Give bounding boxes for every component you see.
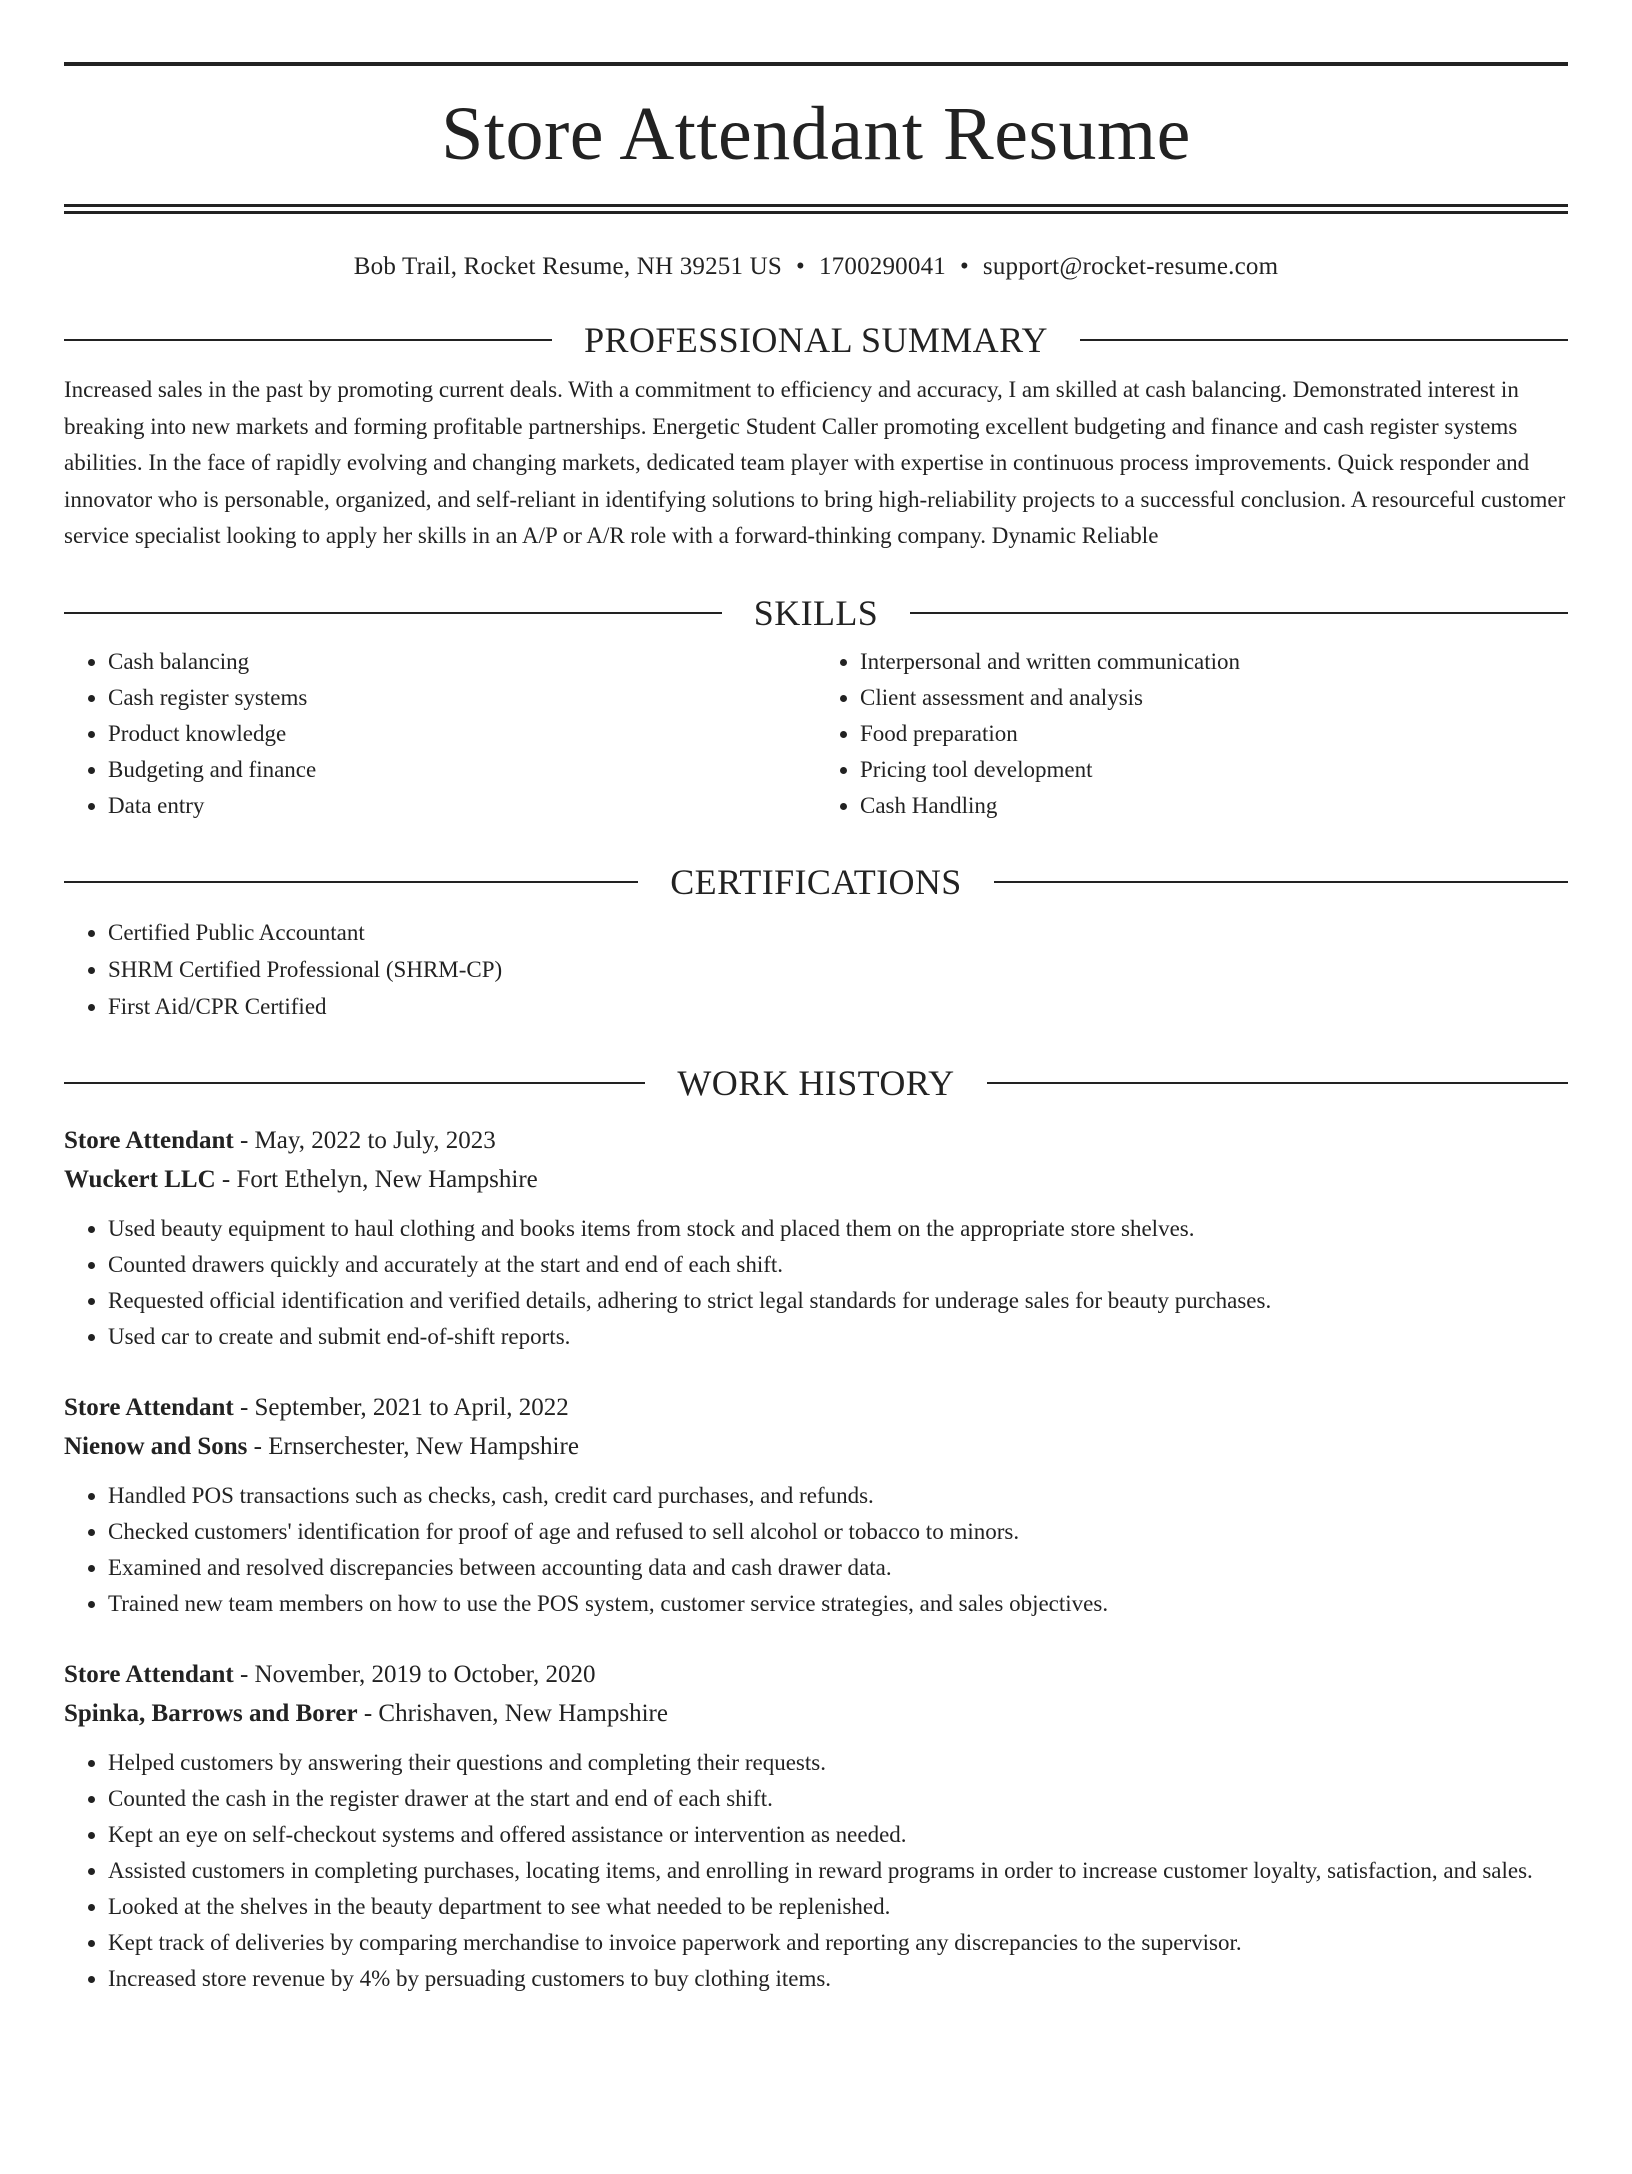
- title-double-rule: [64, 204, 1568, 214]
- contact-separator: •: [959, 253, 969, 280]
- job-bullet: • Requested official identification and verified details, adhering to strict legal standards for underage sales for beauty purchases.: [108, 1283, 1568, 1319]
- job-company: Nienow and Sons: [64, 1432, 248, 1460]
- skill-item: • Client assessment and analysis: [860, 680, 1568, 716]
- job-bullet: • Assisted customers in completing purchases, locating items, and enrolling in reward programs in order to increase customer loyalty, satisfaction, and sales.: [108, 1853, 1568, 1889]
- summary-text: Increased sales in the past by promoting current deals. With a commitment to efficiency and accuracy, I am skilled at cash balancing. Demonstrated interest in breaking into new markets and forming profitable partnerships. Energetic Student Caller promoting excellent budgeting and finance and cash register systems abilities. In the face of rapidly evolving and changing markets, dedicated team player with expertise in continuous process improvements. Quick responder and innovator who is personable, organized, and self-reliant in identifying solutions to bring high-reliability projects to a successful conclusion. A resourceful customer service specialist looking to apply her skills in an A/P or A/R role with a forward-thinking company. Dynamic Reliable: [64, 377, 1566, 548]
- job-bullet: • Handled POS transactions such as checks, cash, credit card purchases, and refunds.: [108, 1478, 1568, 1514]
- job-title: Store Attendant: [64, 1393, 234, 1421]
- skill-item: • Interpersonal and written communication: [860, 644, 1568, 680]
- work-history-heading: WORK HISTORY: [677, 1062, 955, 1103]
- skill-item: • Cash balancing: [108, 644, 816, 680]
- job-dates: - November, 2019 to October, 2020: [233, 1660, 596, 1688]
- job-bullets: [64, 1478, 1568, 1622]
- skills-grid: [64, 644, 1568, 824]
- job-company: Wuckert LLC: [64, 1165, 216, 1193]
- job-location: - Chrishaven, New Hampshire: [357, 1699, 668, 1727]
- job-bullet: • Used beauty equipment to haul clothing and books items from stock and placed them on the appropriate store shelves.: [108, 1211, 1568, 1247]
- section-rule-right: [987, 1082, 1568, 1084]
- skill-item: • Data entry: [108, 788, 816, 824]
- resume-page: [0, 62, 1632, 2174]
- certifications-section-header: [64, 862, 1568, 902]
- certification-item: • Certified Public Accountant: [108, 914, 1568, 951]
- contact-phone: 1700290041: [818, 253, 946, 280]
- skills-list-right: [816, 644, 1568, 824]
- job-entry: [64, 1121, 1568, 1355]
- work-history-section-header: [64, 1063, 1568, 1103]
- certifications-list: [64, 914, 1568, 1025]
- job-title: Store Attendant: [64, 1126, 234, 1154]
- skill-item: • Product knowledge: [108, 716, 816, 752]
- section-rule-left: [64, 1082, 645, 1084]
- job-bullet: • Examined and resolved discrepancies between accounting data and cash drawer data.: [108, 1550, 1568, 1586]
- skills-section-header: [64, 593, 1568, 633]
- skill-item: • Cash register systems: [108, 680, 816, 716]
- job-location: - Ernserchester, New Hampshire: [247, 1432, 579, 1460]
- skill-item: • Cash Handling: [860, 788, 1568, 824]
- job-bullet: • Counted drawers quickly and accurately at the start and end of each shift.: [108, 1247, 1568, 1283]
- section-rule-right: [994, 881, 1568, 883]
- summary-heading: PROFESSIONAL SUMMARY: [584, 320, 1048, 360]
- section-rule-left: [64, 612, 722, 614]
- contact-address: Bob Trail, Rocket Resume, NH 39251 US: [353, 253, 783, 280]
- job-bullets: [64, 1745, 1568, 1997]
- certification-item: • SHRM Certified Professional (SHRM-CP): [108, 951, 1568, 988]
- certifications-heading: CERTIFICATIONS: [670, 861, 962, 902]
- certification-item: • First Aid/CPR Certified: [108, 988, 1568, 1025]
- job-bullet: • Counted the cash in the register drawer at the start and end of each shift.: [108, 1781, 1568, 1817]
- job-bullet: • Looked at the shelves in the beauty department to see what needed to be replenished.: [108, 1889, 1568, 1925]
- contact-email: support@rocket-resume.com: [982, 253, 1279, 280]
- job-entry: [64, 1388, 1568, 1622]
- job-company: Spinka, Barrows and Borer: [64, 1699, 358, 1727]
- contact-line: [64, 252, 1568, 282]
- job-dates: - September, 2021 to April, 2022: [233, 1393, 569, 1421]
- summary-section-header: [64, 320, 1568, 360]
- job-title-line: [64, 1655, 1568, 1694]
- job-title-line: [64, 1388, 1568, 1427]
- job-title-line: [64, 1121, 1568, 1160]
- contact-separator: •: [796, 253, 805, 280]
- job-bullet: • Kept track of deliveries by comparing merchandise to invoice paperwork and reporting any discrepancies to the supervisor.: [108, 1925, 1568, 1961]
- job-title: Store Attendant: [64, 1660, 234, 1688]
- section-rule-right: [1080, 339, 1568, 341]
- job-bullet: • Helped customers by answering their questions and completing their requests.: [108, 1745, 1568, 1781]
- section-rule-left: [64, 339, 552, 341]
- job-company-line: [64, 1427, 1568, 1466]
- job-entry: [64, 1655, 1568, 1997]
- job-bullet: • Kept an eye on self-checkout systems and offered assistance or intervention as needed.: [108, 1817, 1568, 1853]
- skills-list-left: [64, 644, 816, 824]
- job-dates: - May, 2022 to July, 2023: [233, 1126, 496, 1154]
- skills-heading: SKILLS: [753, 592, 879, 633]
- job-bullet: • Trained new team members on how to use the POS system, customer service strategies, and sales objectives.: [108, 1586, 1568, 1622]
- skill-item: • Budgeting and finance: [108, 752, 816, 788]
- job-bullets: [64, 1211, 1568, 1355]
- job-company-line: [64, 1160, 1568, 1199]
- resume-title: Store Attendant Resume: [441, 92, 1191, 176]
- job-location: - Fort Ethelyn, New Hampshire: [215, 1165, 538, 1193]
- section-rule-left: [64, 881, 638, 883]
- skill-item: • Pricing tool development: [860, 752, 1568, 788]
- job-bullet: • Checked customers' identification for proof of age and refused to sell alcohol or tobacco to minors.: [108, 1514, 1568, 1550]
- job-bullet: • Used car to create and submit end-of-shift reports.: [108, 1319, 1568, 1355]
- skill-item: • Food preparation: [860, 716, 1568, 752]
- job-company-line: [64, 1694, 1568, 1733]
- section-rule-right: [910, 612, 1568, 614]
- job-bullet: • Increased store revenue by 4% by persuading customers to buy clothing items.: [108, 1961, 1568, 1997]
- top-rule: [64, 62, 1568, 66]
